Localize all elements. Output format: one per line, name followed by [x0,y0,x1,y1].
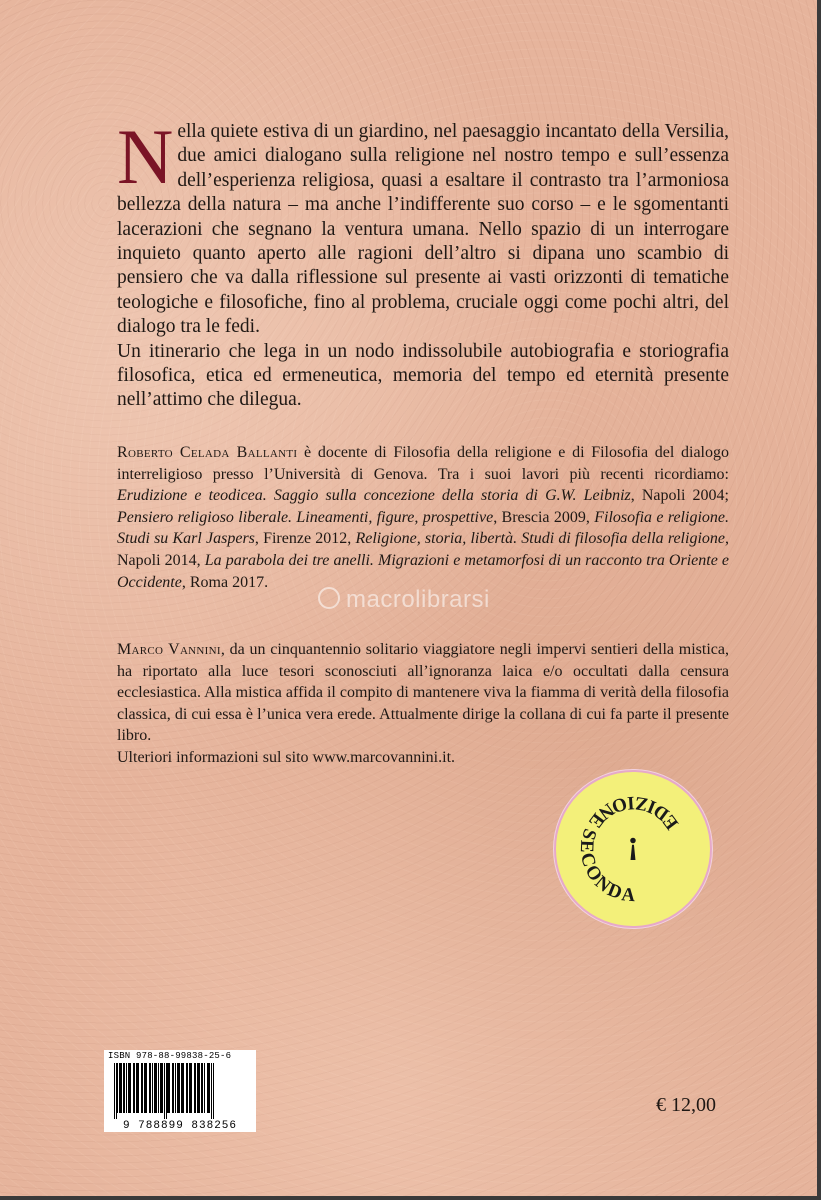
barcode-bars [108,1063,252,1119]
work-title: Religione, storia, libertà. Studi di filosofia della religione [355,530,725,548]
barcode-bar [201,1063,203,1113]
blurb-paragraph-2: Un itinerario che lega in un nodo indissolubile autobiografia e storiografia filosofica, etica ed ermeneutica, memoria del tempo ed eternità presente nell’attimo che dilegua. [117,340,729,411]
barcode-bar [181,1063,184,1113]
bio-text: , Napoli 2014, [117,530,729,569]
barcode-bar [167,1063,170,1113]
barcode-bar [149,1063,151,1113]
isbn-barcode [104,1050,256,1132]
barcode-bar [154,1063,157,1113]
barcode-bar [172,1063,174,1113]
bio-paragraph [117,639,729,747]
svg-text:EDIZIONE [583,792,683,834]
seal-bottom-text: SECONDA [575,826,638,907]
isbn-label: ISBN 978-88-99838-25-6 [108,1051,232,1061]
barcode-bar [152,1063,153,1113]
work-title: Erudizione e teodicea. Saggio sulla concezione della storia di G.W. Leibniz [117,487,631,505]
seal-graphic [556,772,710,926]
watermark [318,586,490,614]
seal-top-text: EDIZIONE [582,791,684,834]
watermark-text: macrolibrarsi [346,586,490,613]
barcode-bar [197,1063,200,1113]
barcode-bar [177,1063,180,1113]
barcode-bar [128,1063,131,1113]
barcode-guard-bar [164,1063,165,1119]
work-title: Pensiero religioso liberale. Lineamenti, figure, prospettive [117,508,494,526]
barcode-bar [204,1063,205,1113]
bio-text: , da un cinquantennio solitario viaggiatore negli impervi sentieri della mistica, ha riportato alla luce tesori sconosciuti all’ignoranza laica e/o occultati dalla censura ecclesiastica. Alla mistica affida il compito di mantenere viva la fiamma di verità della filosofia classica, di cui essa è l’unica vera erede. Attualmente dirige la collana di cui fa parte il presente libro. [117,641,729,745]
barcode-digits: 9 788899 838256 [122,1120,238,1132]
second-edition-seal [554,770,712,928]
website-line: Ulteriori informazioni sul sito www.marcovannini.it. [117,748,456,766]
barcode-bar [160,1063,163,1113]
blurb [117,113,729,413]
barcode-bar [189,1063,192,1113]
price: € 12,00 [656,1094,716,1116]
barcode-bar [194,1063,196,1113]
barcode-guard-bar [211,1063,212,1119]
barcode-guard-bar [116,1063,117,1119]
barcode-bar [136,1063,139,1113]
barcode-bar [158,1063,159,1113]
barcode-bar [207,1063,210,1113]
barcode-guard-bar [114,1063,115,1119]
work-title: Filosofia e religione. Studi su Karl Jaspers [117,508,729,548]
barcode-bar [186,1063,188,1113]
bio-text: , Firenze 2012, [254,530,356,548]
barcode-bar [175,1063,176,1113]
barcode-bar [126,1063,127,1113]
bio-text: , Napoli 2004; [630,487,729,505]
barcode-bar [117,1063,118,1113]
bio-text: , Brescia 2009, [493,508,595,526]
author-name: Marco Vannini [117,641,221,658]
barcode-guard-bar [213,1063,214,1119]
barcode-bar [119,1063,122,1113]
author-name: Roberto Celada Ballanti [117,444,298,461]
bio-text: , Roma 2017. [181,573,269,591]
barcode-bar [133,1063,135,1113]
seal-exclamation: ! [627,830,639,867]
barcode-guard-bar [166,1063,167,1119]
barcode-bar [141,1063,143,1113]
blurb-paragraph-1: ella quiete estiva di un giardino, nel paesaggio incantato della Versilia, due amici dialogano sulla religione nel nostro tempo e sull’essenza dell’esperienza religiosa, quasi a esaltare il contrasto tra l’armoniosa bellezza della natura – ma anche l’indifferente suo corso – e le sgomentanti lacerazioni che segnano la ventura umana. Nello spazio di un interrogare inquieto quanto aperto alle ragioni dell’altro si dipana uno scambio di pensiero che va dalla riflessione sul presente ai vasti orizzonti di tematiche teologiche e filosofiche, fino al problema, cruciale oggi come pochi altri, del dialogo tra le fedi. [117,121,729,338]
work-title: La parabola dei tre anelli. Migrazioni e metamorfosi di un racconto tra Oriente e Occidente [117,551,730,591]
author-bio-vannini [117,639,729,769]
author-bio-celada-ballanti [117,442,729,593]
barcode-bar [144,1063,147,1113]
watermark-logo-icon [318,587,340,609]
bio-text: è docente di Filosofia della religione e di Filosofia del dialogo interreligioso presso l’Università di Genova. Tra i suoi lavori più recenti ricordiamo: [117,444,730,483]
drop-cap: N [117,113,174,200]
barcode-bar [123,1063,125,1113]
bio-paragraph [117,442,729,593]
